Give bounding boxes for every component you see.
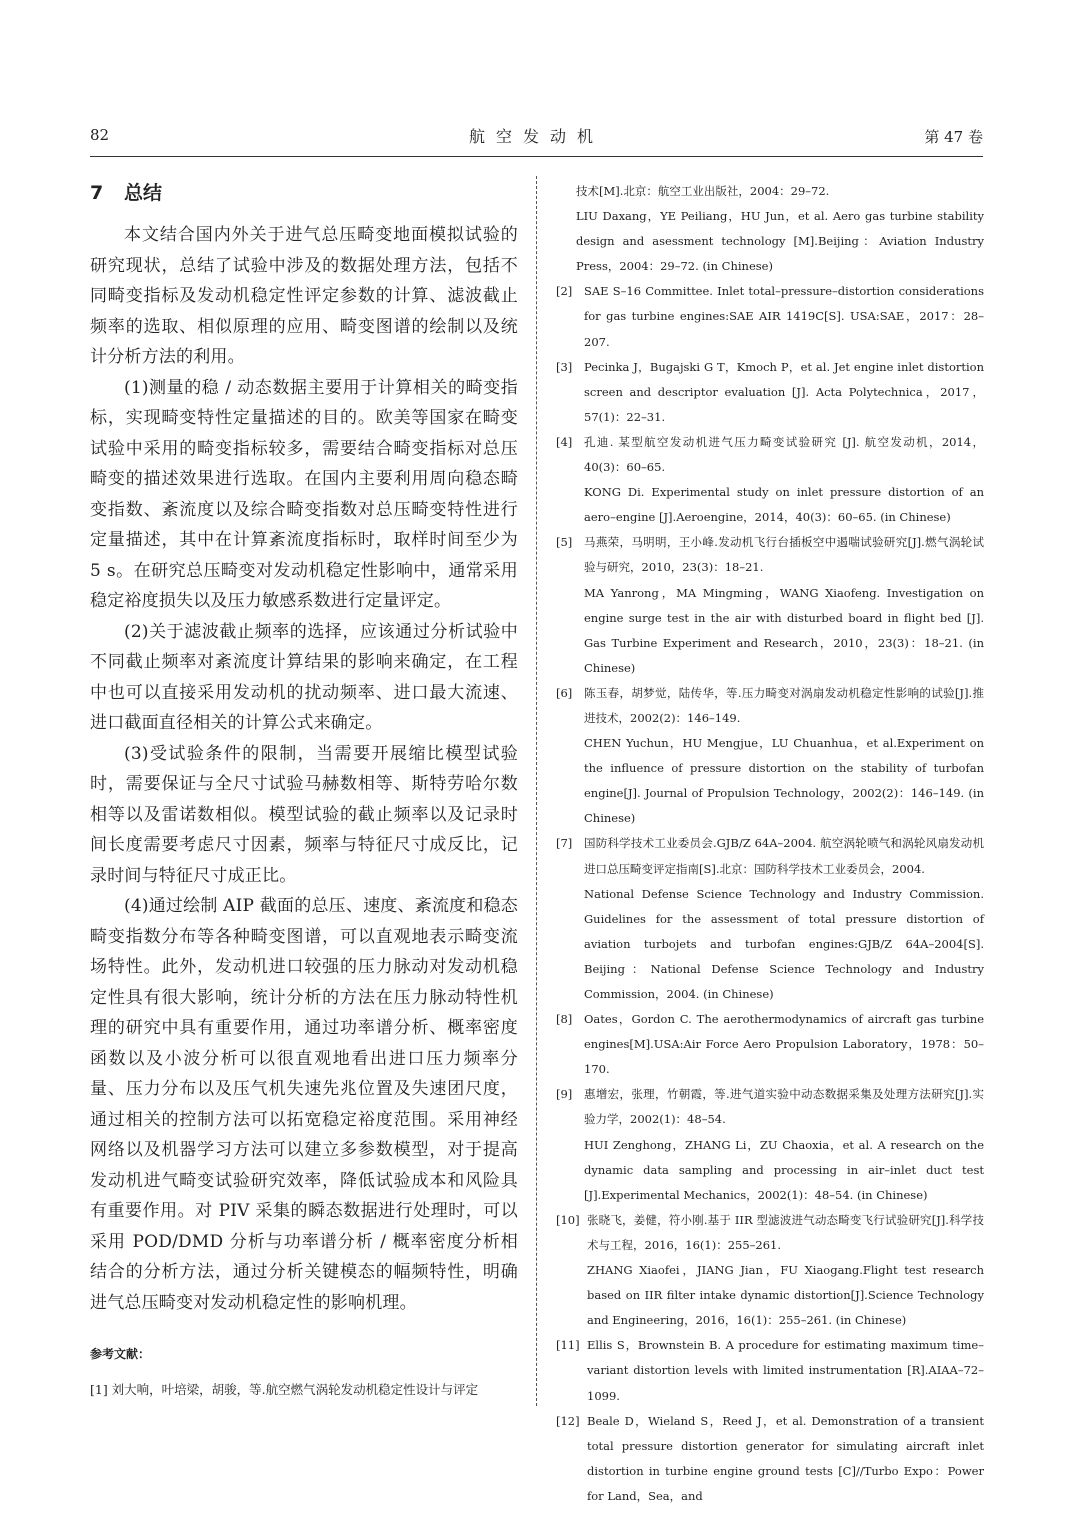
reference-text: 孔迪. 某型航空发动机进气压力畸变试验研究 [J]. 航空发动机，2014，40(3)：60–65.: [584, 434, 984, 475]
reference-item: [556, 831, 984, 1007]
reference-item: [556, 430, 984, 530]
conclusion-paragraph-2: (2)关于滤波截止频率的选择，应该通过分析试验中不同截止频率对紊流度计算结果的影响来确定，在工程中也可以直接采用发动机的扰动频率、进口最大流速、进口截面直径相关的计算公式来确定。: [90, 621, 518, 733]
reference-text: Oates，Gordon C. The aerothermodynamics of aircraft gas turbine engines[M].USA:Air Force Aero Propulsion Laboratory，1978：50–170.: [584, 1012, 984, 1077]
reference-item: [556, 1333, 984, 1408]
reference-index: [3]: [556, 359, 573, 374]
reference-index: [12]: [556, 1413, 580, 1428]
reference-text: Pecinka J，Bugajski G T，Kmoch P，et al. Jet engine inlet distortion screen and descriptor evaluation [J]. Acta Polytechnica，2017，57(1)：22–31.: [584, 359, 984, 424]
volume-label: 第 47 卷: [924, 128, 983, 146]
references-heading: 参考文献：: [90, 1347, 151, 1361]
reference-english: HUI Zenghong，ZHANG Li，ZU Chaoxia，et al. A research on the dynamic data sampling and processing in air–inlet duct test [J].Experimental Mechanics，2002(1)：48–54. (in Chinese): [584, 1137, 984, 1202]
conclusion-paragraph-3: (3)受试验条件的限制，当需要开展缩比模型试验时，需要保证与全尺寸试验马赫数相等、斯特劳哈尔数相等以及雷诺数相似。模型试验的截止频率以及记录时间长度需要考虑尺寸因素，频率与特征尺寸成反比，记录时间与特征尺寸成正比。: [90, 743, 518, 886]
reference-english: CHEN Yuchun，HU Mengjue，LU Chuanhua，et al.Experiment on the influence of pressure distortion on the stability of turbofan engine[J]. Journal of Propulsion Technology，2002(2)：146–149. (in Chinese): [584, 736, 984, 826]
reference-1-english: LIU Daxang，YE Peiliang，HU Jun，et al. Aero gas turbine stability design and asessment technology [M].Beijing：Aviation Industry Press，2004：29–72. (in Chinese): [576, 209, 984, 274]
reference-index: [5]: [556, 535, 573, 550]
conclusion-paragraph-1: (1)测量的稳 / 动态数据主要用于计算相关的畸变指标，实现畸变特性定量描述的目的。欧美等国家在畸变试验中采用的畸变指标较多，需要结合畸变指标对总压畸变的描述效果进行选取。在国内主要利用周向稳态畸变指数、紊流度以及综合畸变指数对总压畸变特性进行定量描述，其中在计算紊流度指标时，取样时间至少为 5 s。在研究总压畸变对发动机稳定性影响中，通常采用稳定裕度损失以及压力敏感系数进行定量评定。: [90, 377, 518, 611]
reference-item: [556, 1082, 984, 1207]
reference-text: 国防科学技术工业委员会.GJB/Z 64A–2004. 航空涡轮喷气和涡轮风扇发动机进口总压畸变评定指南[S].北京：国防科学技术工业委员会，2004.: [584, 836, 984, 876]
reference-text: 张晓飞，姜健，符小刚.基于 IIR 型滤波进气动态畸变飞行试验研究[J].科学技术与工程，2016，16(1)：255–261.: [587, 1212, 984, 1252]
page-number: 82: [90, 126, 110, 144]
reference-english: National Defense Science Technology and Industry Commission. Guidelines for the assessment of total pressure distortion of aviation turbojets and turbofan engines:GJB/Z 64A–2004[S]. Beijing：National Defense Science Technology and Industry Commission，2004. (in Chinese): [584, 886, 984, 1001]
reference-text: Beale D，Wieland S，Reed J，et al. Demonstration of a transient total pressure distortion generator for simulating aircraft inlet distortion in turbine engine ground tests [C]//Turbo Expo：Power for Land，Sea，and: [587, 1413, 984, 1503]
reference-item: [556, 681, 984, 832]
section-title: 总结: [124, 182, 163, 204]
reference-1-start: [1] 刘大响，叶培梁，胡骏，等.航空燃气涡轮发动机稳定性设计与评定: [90, 1382, 479, 1397]
reference-text: SAE S–16 Committee. Inlet total–pressure–distortion considerations for gas turbine engines:SAE AIR 1419C[S]. USA:SAE，2017：28–207.: [584, 284, 984, 349]
section-heading: [90, 178, 518, 214]
reference-text: 陈玉春，胡梦觉，陆传华，等.压力畸变对涡扇发动机稳定性影响的试验[J].推进技术，2002(2)：146–149.: [584, 685, 984, 725]
section-number: 7: [90, 182, 104, 204]
reference-english: ZHANG Xiaofei，JIANG Jian，FU Xiaogang.Flight test research based on IIR filter intake dynamic distortion[J].Science Technology and Engineering，2016，16(1)：255–261. (in Chinese): [587, 1263, 984, 1328]
reference-text: 惠增宏，张理，竹朝霞，等.进气道实验中动态数据采集及处理方法研究[J].实验力学，2002(1)：48–54.: [584, 1087, 984, 1127]
reference-english: MA Yanrong，MA Mingming，WANG Xiaofeng. Investigation on engine surge test in the air with disturbed board in flight bed [J]. Gas Turbine Experiment and Research，2010，23(3)：18–21. (in Chinese): [584, 585, 984, 675]
reference-english: KONG Di. Experimental study on inlet pressure distortion of an aero–engine [J].Aeroengine，2014，40(3)：60–65. (in Chinese): [584, 485, 984, 525]
reference-text: 马燕荣，马明明，王小峰.发动机飞行台插板空中遏喘试验研究[J].燃气涡轮试验与研究，2010，23(3)：18–21.: [584, 535, 984, 575]
reference-item: [556, 530, 984, 681]
reference-list: [556, 279, 984, 1509]
running-header: [90, 122, 983, 157]
reference-index: [8]: [556, 1012, 573, 1027]
summary-paragraph: 本文结合国内外关于进气总压畸变地面模拟试验的研究现状，总结了试验中涉及的数据处理方法，包括不同畸变指标及发动机稳定性评定参数的计算、滤波截止频率的选取、相似原理的应用、畸变图谱的绘制以及统计分析方法的利用。: [90, 225, 518, 367]
reference-item: [556, 355, 984, 430]
reference-item: [556, 1007, 984, 1082]
left-column: [90, 178, 518, 1402]
column-divider: [536, 176, 537, 1406]
reference-index: [11]: [556, 1338, 580, 1353]
reference-index: [9]: [556, 1087, 573, 1102]
reference-index: [2]: [556, 284, 573, 299]
reference-index: [7]: [556, 836, 573, 851]
right-column: [556, 179, 984, 1509]
reference-item: [556, 1409, 984, 1509]
conclusion-paragraph-4: (4)通过绘制 AIP 截面的总压、速度、紊流度和稳态畸变指数分布等各种畸变图谱，可以直观地表示畸变流场特性。此外，发动机进口较强的压力脉动对发动机稳定性具有很大影响，统计分析的方法在压力脉动特性机理的研究中具有重要作用，通过功率谱分析、概率密度函数以及小波分析可以很直观地看出进口压力频率分量、压力分布以及压气机失速先兆位置及失速团尺度，通过相关的控制方法可以拓宽稳定裕度范围。采用神经网络以及机器学习方法可以建立多参数模型，对于提高发动机进气畸变试验研究效率，降低试验成本和风险具有重要作用。对 PIV 采集的瞬态数据进行处理时，可以采用 POD/DMD 分析与功率谱分析 / 概率密度分析相结合的分析方法，通过分析关键模态的幅频特性，明确进气总压畸变对发动机稳定性的影响机理。: [90, 896, 518, 1313]
journal-title: 航空发动机: [468, 127, 604, 146]
reference-index: [4]: [556, 434, 573, 449]
reference-index: [6]: [556, 685, 573, 700]
reference-1-continuation: 技术[M].北京：航空工业出版社，2004：29–72.: [576, 184, 830, 198]
reference-index: [10]: [556, 1212, 580, 1227]
reference-text: Ellis S，Brownstein B. A procedure for estimating maximum time–variant distortion levels with limited instrumentation [R].AIAA–72–1099.: [587, 1338, 984, 1403]
reference-item: [556, 1208, 984, 1333]
reference-item: [556, 279, 984, 354]
